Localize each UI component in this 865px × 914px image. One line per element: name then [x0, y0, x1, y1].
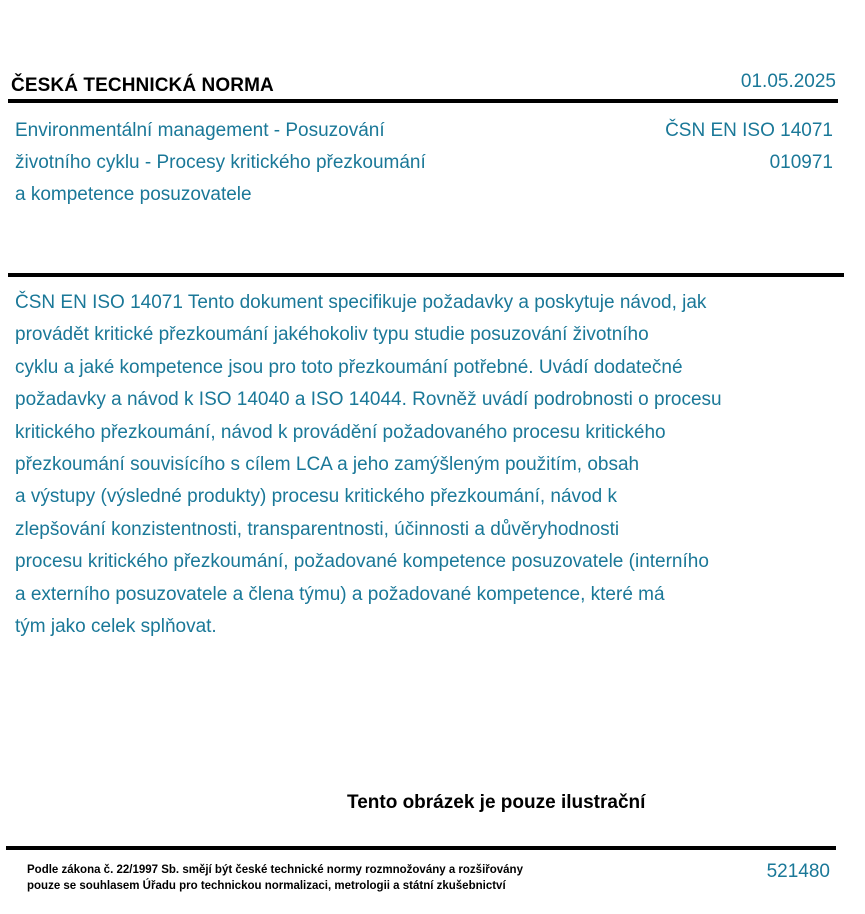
- classification-code: 010971: [769, 152, 833, 173]
- abstract-line: ČSN EN ISO 14071 Tento dokument specifikuje požadavky a poskytuje návod, jak: [15, 292, 707, 313]
- legal-notice-line: Podle zákona č. 22/1997 Sb. smějí být české technické normy rozmnožovány a rozšiřovány: [27, 864, 523, 876]
- document-title-line: životního cyklu - Procesy kritického přezkoumání: [15, 152, 426, 173]
- legal-notice-line: pouze se souhlasem Úřadu pro technickou normalizaci, metrologii a státní zkušebnictví: [27, 880, 506, 892]
- publication-date: 01.05.2025: [740, 71, 836, 92]
- standard-identifiers: [665, 115, 833, 179]
- abstract-line: cyklu a jaké kompetence jsou pro toto přezkoumání potřebné. Uvádí dodatečné: [15, 356, 683, 378]
- illustration-disclaimer: Tento obrázek je pouze ilustrační: [347, 792, 646, 813]
- abstract-line: a výstupy (výsledné produkty) procesu kritického přezkoumání, návod k: [15, 486, 617, 508]
- abstract-line: zlepšování konzistentnosti, transparentnosti, účinnosti a důvěryhodnosti: [15, 518, 620, 540]
- document-title: [15, 115, 515, 211]
- abstract-line: tým jako celek splňovat.: [15, 616, 217, 638]
- footer-divider: [6, 846, 836, 850]
- section-divider: [8, 273, 844, 277]
- document-abstract: [15, 287, 825, 643]
- abstract-line: provádět kritické přezkoumání jakéhokoliv typu studie posuzování životního: [15, 324, 649, 346]
- standard-number: ČSN EN ISO 14071: [665, 120, 833, 141]
- legal-notice: [27, 862, 627, 894]
- abstract-line: kritického přezkoumání, návod k provádění požadovaného procesu kritického: [15, 421, 666, 443]
- abstract-line: a externího posuzovatele a člena týmu) a požadované kompetence, které má: [15, 583, 665, 605]
- abstract-line: požadavky a návod k ISO 14040 a ISO 14044. Rovněž uvádí podrobnosti o procesu: [15, 389, 722, 411]
- document-title-line: Environmentální management - Posuzování: [15, 120, 385, 141]
- header-divider: [8, 99, 838, 103]
- abstract-line: procesu kritického přezkoumání, požadované kompetence posuzovatele (interního: [15, 551, 709, 573]
- norm-header-title: ČESKÁ TECHNICKÁ NORMA: [11, 75, 274, 96]
- catalog-code: 521480: [766, 861, 830, 882]
- abstract-line: přezkoumání souvisícího s cílem LCA a jeho zamýšleným použitím, obsah: [15, 454, 640, 476]
- document-title-line: a kompetence posuzovatele: [15, 184, 252, 205]
